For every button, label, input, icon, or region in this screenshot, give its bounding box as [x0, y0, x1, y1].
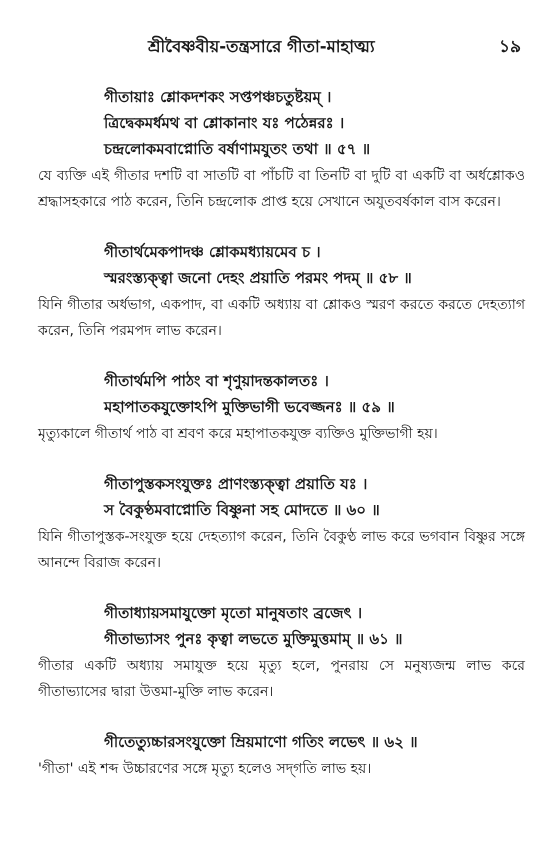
verse-line: গীতায়াঃ শ্লোকদশকং সপ্তপঞ্চচতুষ্টয়ম্ ।	[104, 88, 332, 106]
translation-paragraph: মৃত্যুকালে গীতার্থ পাঠ বা শ্রবণ করে মহাপাতকযুক্ত ব্যক্তিও মুক্তিভাগী হয়।	[38, 426, 438, 442]
verse-block-57	[38, 84, 525, 215]
page-number: ১৯	[498, 37, 521, 57]
running-title: শ্রীবৈষ্ণবীয়-তন্ত্রসারে গীতা-মাহাত্ম্য	[148, 37, 375, 56]
verse-line: গীতার্থমেকপাদঞ্চ শ্লোকমধ্যায়মেব চ ।	[104, 243, 321, 261]
verse-line: চন্দ্রলোকমবাপ্নোতি বর্ষাণামযুতং তথা ॥ ৫৭ ॥	[104, 140, 371, 158]
translation-paragraph: 'গীতা' এই শব্দ উচ্চারণের সঙ্গে মৃত্যু হলেও সদ্‌গতি লাভ হয়।	[38, 761, 372, 777]
verse-line: গীতাপুস্তকসংযুক্তঃ প্রাণংস্ত্যক্ত্বা প্রয়াতি যঃ ।	[104, 475, 368, 493]
translation-paragraph: যিনি গীতাপুস্তক-সংযুক্ত হয়ে দেহত্যাগ করেন, তিনি বৈকুণ্ঠ লাভ করে ভগবান বিষ্ণুর সঙ্গে আনন্দে বিরাজ করেন।	[38, 529, 525, 571]
verse-block-58	[38, 239, 525, 344]
verse-block-61	[38, 600, 525, 705]
verse-line: স্মরংস্ত্যক্ত্বা জনো দেহং প্রয়াতি পরমং পদম্ ॥ ৫৮ ॥	[104, 269, 412, 287]
translation-paragraph: যে ব্যক্তি এই গীতার দশটি বা সাতটি বা পাঁচটি বা তিনটি বা দুটি বা একটি বা অর্ধশ্লোকও শ্রদ্ধাসহকারে পাঠ করেন, তিনি চন্দ্রলোক প্রাপ্ত হয়ে সেখানে অযুতবর্ষকাল বাস করেন।	[38, 168, 525, 210]
verse-block-60	[38, 471, 525, 576]
verse-line: গীতার্থমপি পাঠং বা শৃণুয়াদন্তকালতঃ ।	[104, 372, 329, 390]
verse-line: মহাপাতকযুক্তোঽপি মুক্তিভাগী ভবেজ্জনঃ ॥ ৫৯ ॥	[104, 398, 395, 416]
translation-paragraph: গীতার একটি অধ্যায় সমাযুক্ত হয়ে মৃত্যু হলে, পুনরায় সে মনুষ্যজন্ম লাভ করে গীতাভ্যাসের দ্বারা উত্তমা-মুক্তি লাভ করেন।	[38, 658, 525, 700]
translation-paragraph: যিনি গীতার অর্ধভাগ, একপাদ, বা একটি অধ্যায় বা শ্লোকও স্মরণ করতে করতে দেহত্যাগ করেন, তিনি পরমপদ লাভ করেন।	[38, 297, 525, 339]
verse-block-62	[38, 729, 525, 782]
running-header	[0, 34, 555, 64]
verse-line: গীতাভ্যাসং পুনঃ কৃত্বা লভতে মুক্তিমুত্তমাম্ ॥ ৬১ ॥	[104, 630, 403, 648]
verse-line: ত্রিদ্বেকমর্ধমথ বা শ্লোকানাং যঃ পঠেন্নরঃ ।	[104, 114, 345, 132]
verse-line: গীতাধ্যায়সমাযুক্তো মৃতো মানুষতাং ব্রজেৎ ।	[104, 604, 363, 622]
page-content	[38, 84, 525, 806]
verse-line: স বৈকুণ্ঠমবাপ্নোতি বিষ্ণুনা সহ মোদতে ॥ ৬০ ॥	[104, 501, 380, 519]
verse-line: গীতেত্যুচ্চারসংযুক্তো ম্রিয়মাণো গতিং লভেৎ ॥ ৬২ ॥	[104, 733, 418, 751]
verse-block-59	[38, 368, 525, 447]
